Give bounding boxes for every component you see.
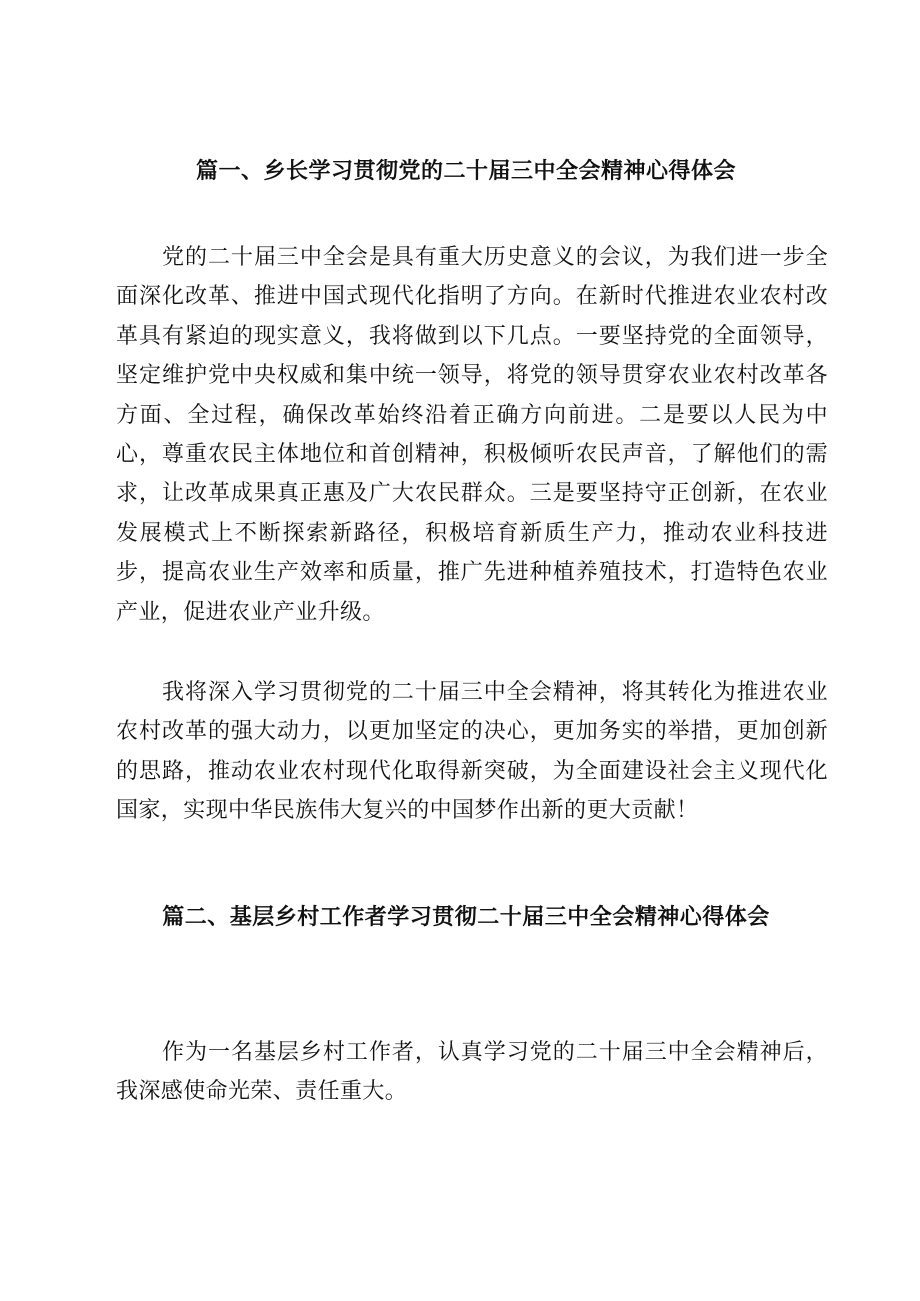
section-2-title: 篇二、基层乡村工作者学习贯彻二十届三中全会精神心得体会 xyxy=(162,904,770,930)
section-1-paragraph-1: 党的二十届三中全会是具有重大历史意义的会议，为我们进一步全面深化改革、推进中国式现代化指明了方向。在新时代推进农业农村改革具有紧迫的现实意义，我将做到以下几点。一要坚持党的全面领导，坚定维护党中央权威和集中统一领导，将党的领导贯穿农业农村改革各方面、全过程，确保改革始终沿着正确方向前进。二是要以人民为中心，尊重农民主体地位和首创精神，积极倾听农民声音，了解他们的需求，让改革成果真正惠及广大农民群众。三是要坚持守正创新，在农业发展模式上不断探索新路径，积极培育新质生产力，推动农业科技进步，提高农业生产效率和质量，推广先进种植养殖技术，打造特色农业产业，促进农业产业升级。 xyxy=(116,245,828,625)
section-2-paragraph-1: 作为一名基层乡村工作者，认真学习党的二十届三中全会精神后，我深感使命光荣、责任重大。 xyxy=(116,1040,828,1105)
section-1-paragraph-2: 我将深入学习贯彻党的二十届三中全会精神，将其转化为推进农业农村改革的强大动力，以更加坚定的决心，更加务实的举措，更加创新的思路，推动农业农村现代化取得新突破，为全面建设社会主义现代化国家，实现中华民族伟大复兴的中国梦作出新的更大贡献！ xyxy=(116,680,828,824)
section-1-title: 篇一、乡长学习贯彻党的二十届三中全会精神心得体会 xyxy=(195,158,736,184)
